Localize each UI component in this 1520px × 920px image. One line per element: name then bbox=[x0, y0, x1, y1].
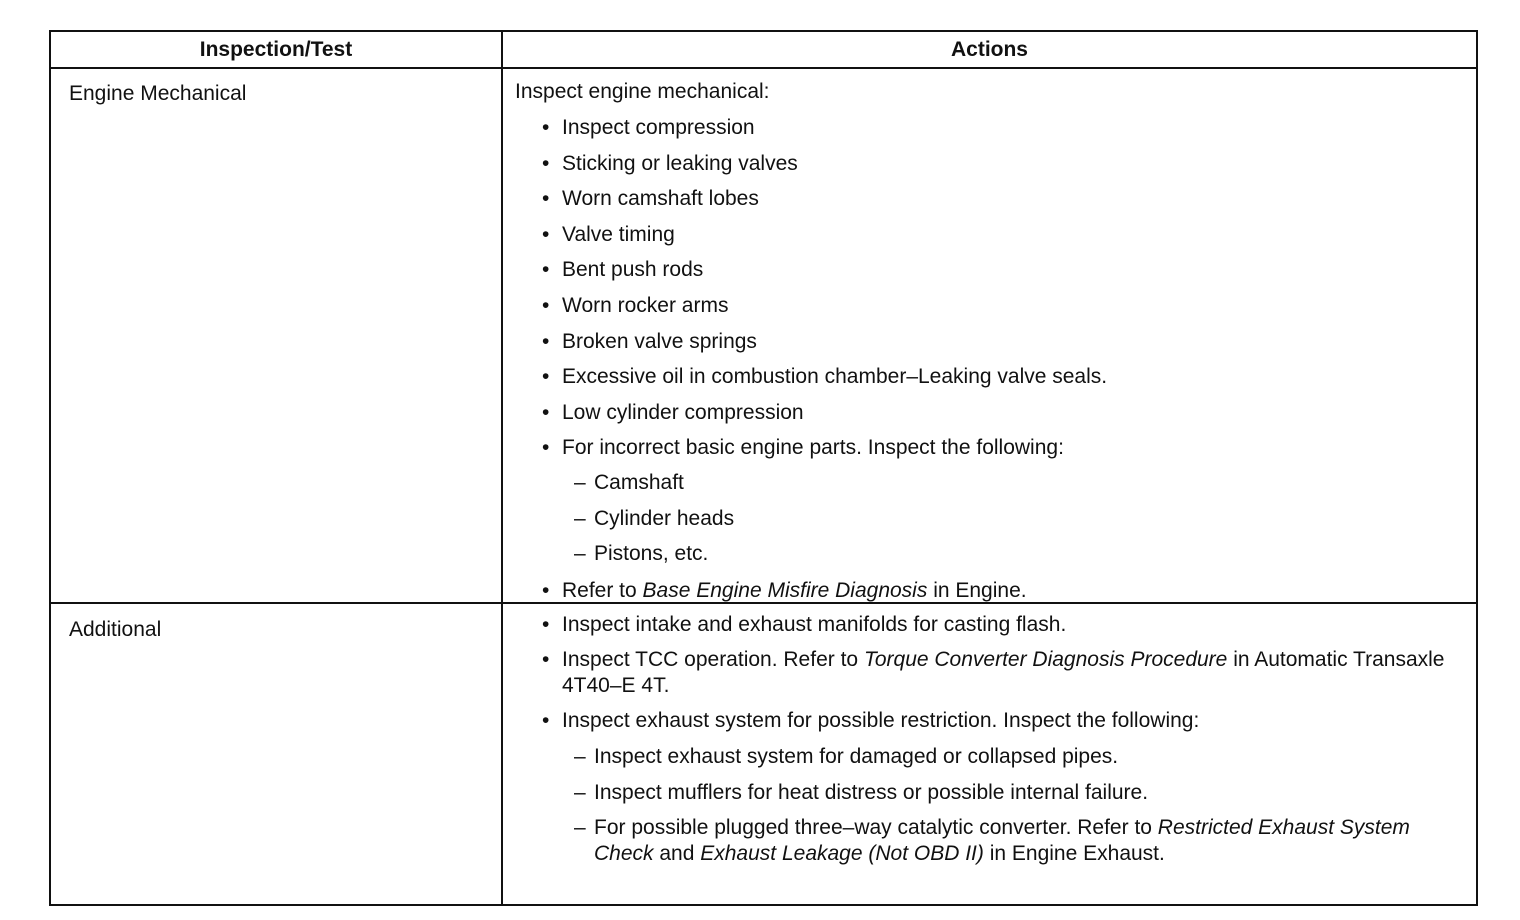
reference-exhaust-leakage: Exhaust Leakage (Not OBD II) bbox=[700, 842, 984, 865]
list-item-text: Worn rocker arms bbox=[562, 293, 729, 317]
refer-suffix: in Engine. bbox=[927, 578, 1027, 602]
bullet-icon: • bbox=[542, 613, 550, 636]
list-item-text: Broken valve springs bbox=[562, 329, 757, 353]
sub-list-item-text: Inspect mufflers for heat distress or possible internal failure. bbox=[594, 780, 1149, 804]
catalytic-prefix: For possible plugged three–way catalytic converter. Refer to bbox=[594, 816, 1158, 839]
bullet-icon: • bbox=[542, 709, 550, 732]
actions-additional bbox=[515, 612, 1446, 876]
sub-list bbox=[562, 470, 1446, 567]
bullet-icon: • bbox=[542, 293, 550, 317]
list-item bbox=[515, 578, 1446, 603]
bullet-icon: • bbox=[542, 578, 550, 602]
sub-list-item-text: Pistons, etc. bbox=[594, 542, 709, 566]
list-item-text: Excessive oil in combustion chamber–Leaking valve seals. bbox=[562, 365, 1108, 389]
list-item bbox=[515, 115, 1446, 140]
list-item bbox=[515, 435, 1446, 567]
list-item bbox=[515, 329, 1446, 354]
list-item bbox=[515, 186, 1446, 211]
catalytic-mid: and bbox=[653, 842, 701, 865]
list-item-text: Inspect compression bbox=[562, 116, 755, 139]
sub-list-item-text: Cylinder heads bbox=[594, 506, 735, 530]
dash-icon: – bbox=[574, 542, 586, 566]
actions-intro: Inspect engine mechanical: bbox=[515, 80, 770, 103]
dash-icon: – bbox=[574, 780, 586, 804]
sub-list-item bbox=[562, 506, 1446, 532]
list-item-text: Inspect intake and exhaust manifolds for casting flash. bbox=[562, 613, 1067, 636]
list-item-text: Inspect exhaust system for possible restriction. Inspect the following: bbox=[562, 709, 1200, 732]
header-inspection-test: Inspection/Test bbox=[199, 37, 353, 61]
header-actions: Actions bbox=[950, 37, 1028, 61]
sub-list-item bbox=[562, 815, 1446, 867]
bullet-icon: • bbox=[542, 400, 550, 424]
row-label-engine-mechanical: Engine Mechanical bbox=[69, 82, 247, 105]
sub-list-item bbox=[562, 744, 1446, 770]
list-item-text: Sticking or leaking valves bbox=[562, 151, 798, 175]
dash-icon: – bbox=[574, 745, 586, 768]
sub-list bbox=[562, 744, 1446, 867]
catalytic-suffix: in Engine Exhaust. bbox=[983, 842, 1165, 865]
bullet-icon: • bbox=[542, 222, 550, 246]
bullet-icon: • bbox=[542, 648, 550, 671]
diagnosis-table bbox=[49, 30, 1478, 906]
sub-list-item-text: Inspect exhaust system for damaged or collapsed pipes. bbox=[594, 745, 1119, 768]
sub-list-item-text: Camshaft bbox=[594, 471, 684, 495]
list-item bbox=[515, 364, 1446, 389]
bullet-icon: • bbox=[542, 116, 550, 139]
bullet-icon: • bbox=[542, 365, 550, 389]
reference-restricted-exhaust: Restricted Exhaust System Check bbox=[594, 816, 1410, 865]
reference-torque-converter: Torque Converter Diagnosis Procedure bbox=[863, 648, 1228, 671]
list-item bbox=[515, 647, 1446, 699]
tcc-prefix: Inspect TCC operation. Refer to bbox=[562, 648, 864, 671]
bullet-list bbox=[515, 115, 1446, 603]
list-item bbox=[515, 222, 1446, 247]
header-divider bbox=[51, 67, 1476, 69]
dash-icon: – bbox=[574, 471, 586, 495]
list-item bbox=[515, 708, 1446, 867]
list-item-text: Worn camshaft lobes bbox=[562, 187, 759, 211]
bullet-list bbox=[515, 612, 1446, 867]
list-item-text: Valve timing bbox=[562, 222, 675, 246]
sub-list-item bbox=[562, 541, 1446, 567]
sub-list-item bbox=[562, 470, 1446, 496]
list-item bbox=[515, 151, 1446, 176]
list-item-text: For incorrect basic engine parts. Inspect the following: bbox=[562, 436, 1064, 460]
tcc-suffix: in Automatic Transaxle 4T40–E 4T. bbox=[562, 648, 1445, 697]
list-item bbox=[515, 400, 1446, 425]
sub-list-item bbox=[562, 780, 1446, 806]
bullet-icon: • bbox=[542, 329, 550, 353]
bullet-icon: • bbox=[542, 151, 550, 175]
row-label-additional: Additional bbox=[69, 618, 162, 641]
list-item-text: Low cylinder compression bbox=[562, 400, 804, 424]
bullet-icon: • bbox=[542, 187, 550, 211]
column-divider bbox=[501, 32, 503, 904]
bullet-icon: • bbox=[542, 258, 550, 282]
dash-icon: – bbox=[574, 506, 586, 530]
reference-base-engine-misfire: Base Engine Misfire Diagnosis bbox=[642, 578, 928, 602]
refer-prefix: Refer to bbox=[562, 578, 643, 602]
list-item bbox=[515, 612, 1446, 638]
bullet-icon: • bbox=[542, 436, 550, 460]
actions-engine-mechanical bbox=[515, 80, 1446, 614]
list-item bbox=[515, 257, 1446, 282]
list-item-text: Bent push rods bbox=[562, 258, 704, 282]
dash-icon: – bbox=[574, 816, 586, 839]
list-item bbox=[515, 293, 1446, 318]
